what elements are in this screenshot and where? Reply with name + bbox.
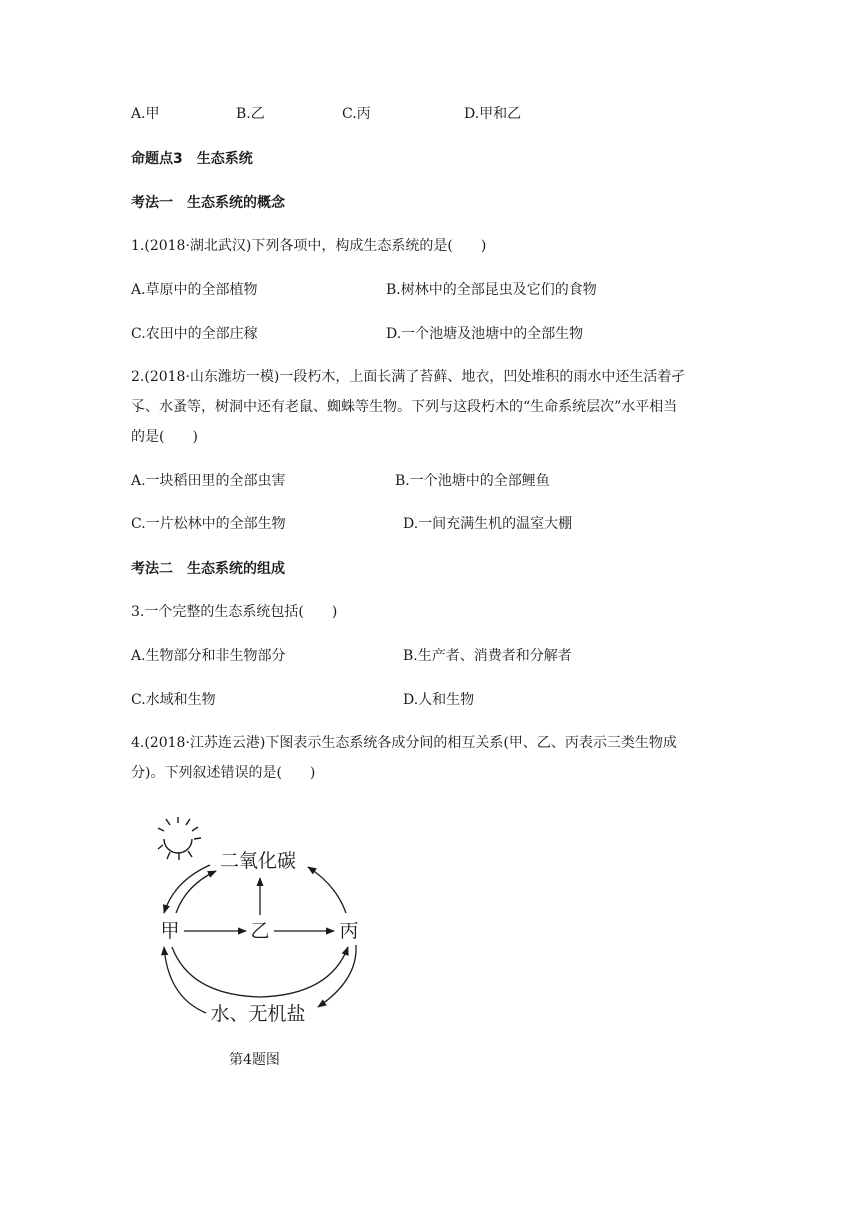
option-d: D.甲和乙 <box>464 106 522 122</box>
q3-option-c: C.水域和生物 <box>131 692 216 708</box>
method2-title: 考法二 生态系统的组成 <box>131 561 285 577</box>
sun-icon <box>158 817 201 860</box>
section-title: 命题点3 生态系统 <box>131 151 253 167</box>
co2-label: 二氧化碳 <box>219 850 297 872</box>
arrow-bing-to-co2 <box>308 867 346 913</box>
method1-title: 考法一 生态系统的概念 <box>131 195 285 211</box>
figure-caption: 第4题图 <box>229 1052 280 1068</box>
q3-option-b: B.生产者、消费者和分解者 <box>403 648 572 664</box>
q4-stem-line-2: 分)。下列叙述错误的是( ) <box>131 765 316 781</box>
arrow-jia-to-bing <box>172 947 348 997</box>
option-b: B.乙 <box>236 106 265 122</box>
ecosystem-diagram <box>150 815 380 1035</box>
q1-option-b: B.树林中的全部昆虫及它们的食物 <box>386 282 597 298</box>
q2-stem-line-2: 孓、水蚤等，树洞中还有老鼠、蜘蛛等生物。下列与这段朽木的“生命系统层次”水平相当 <box>131 399 678 415</box>
jia-label: 甲 <box>160 920 180 942</box>
q3-stem: 3.一个完整的生态系统包括( ) <box>131 604 338 620</box>
q2-option-c: C.一片松林中的全部生物 <box>131 516 286 532</box>
q2-stem-line-3: 的是( ) <box>131 429 198 445</box>
q4-stem-line-1: 4.(2018·江苏连云港)下图表示生态系统各成分间的相互关系(甲、乙、丙表示三类生物成 <box>131 735 677 751</box>
q2-option-d: D.一间充满生机的温室大棚 <box>403 516 573 532</box>
q1-option-d: D.一个池塘及池塘中的全部生物 <box>386 326 584 342</box>
yi-label: 乙 <box>250 920 270 942</box>
arrow-bing-to-water-salt <box>318 945 356 1007</box>
q2-option-a: A.一块稻田里的全部虫害 <box>131 473 286 489</box>
q1-stem: 1.(2018·湖北武汉)下列各项中，构成生态系统的是( ) <box>131 238 487 254</box>
option-c: C.丙 <box>342 106 371 122</box>
q3-option-a: A.生物部分和非生物部分 <box>131 648 286 664</box>
q1-option-c: C.农田中的全部庄稼 <box>131 326 258 342</box>
option-a: A.甲 <box>131 106 160 122</box>
q2-stem-line-1: 2.(2018·山东潍坊一模)一段朽木，上面长满了苔藓、地衣，凹处堆积的雨水中还生活着孑 <box>131 369 686 385</box>
arrow-co2-to-jia <box>164 865 210 913</box>
arrow-water-salt-to-jia <box>164 947 206 1013</box>
q3-option-d: D.人和生物 <box>403 692 475 708</box>
bing-label: 丙 <box>339 920 359 942</box>
q1-option-a: A.草原中的全部植物 <box>131 282 258 298</box>
water-salt-label: 水、无机盐 <box>210 1003 306 1025</box>
q2-option-b: B.一个池塘中的全部鲤鱼 <box>395 473 550 489</box>
arrow-jia-to-co2 <box>176 871 216 913</box>
